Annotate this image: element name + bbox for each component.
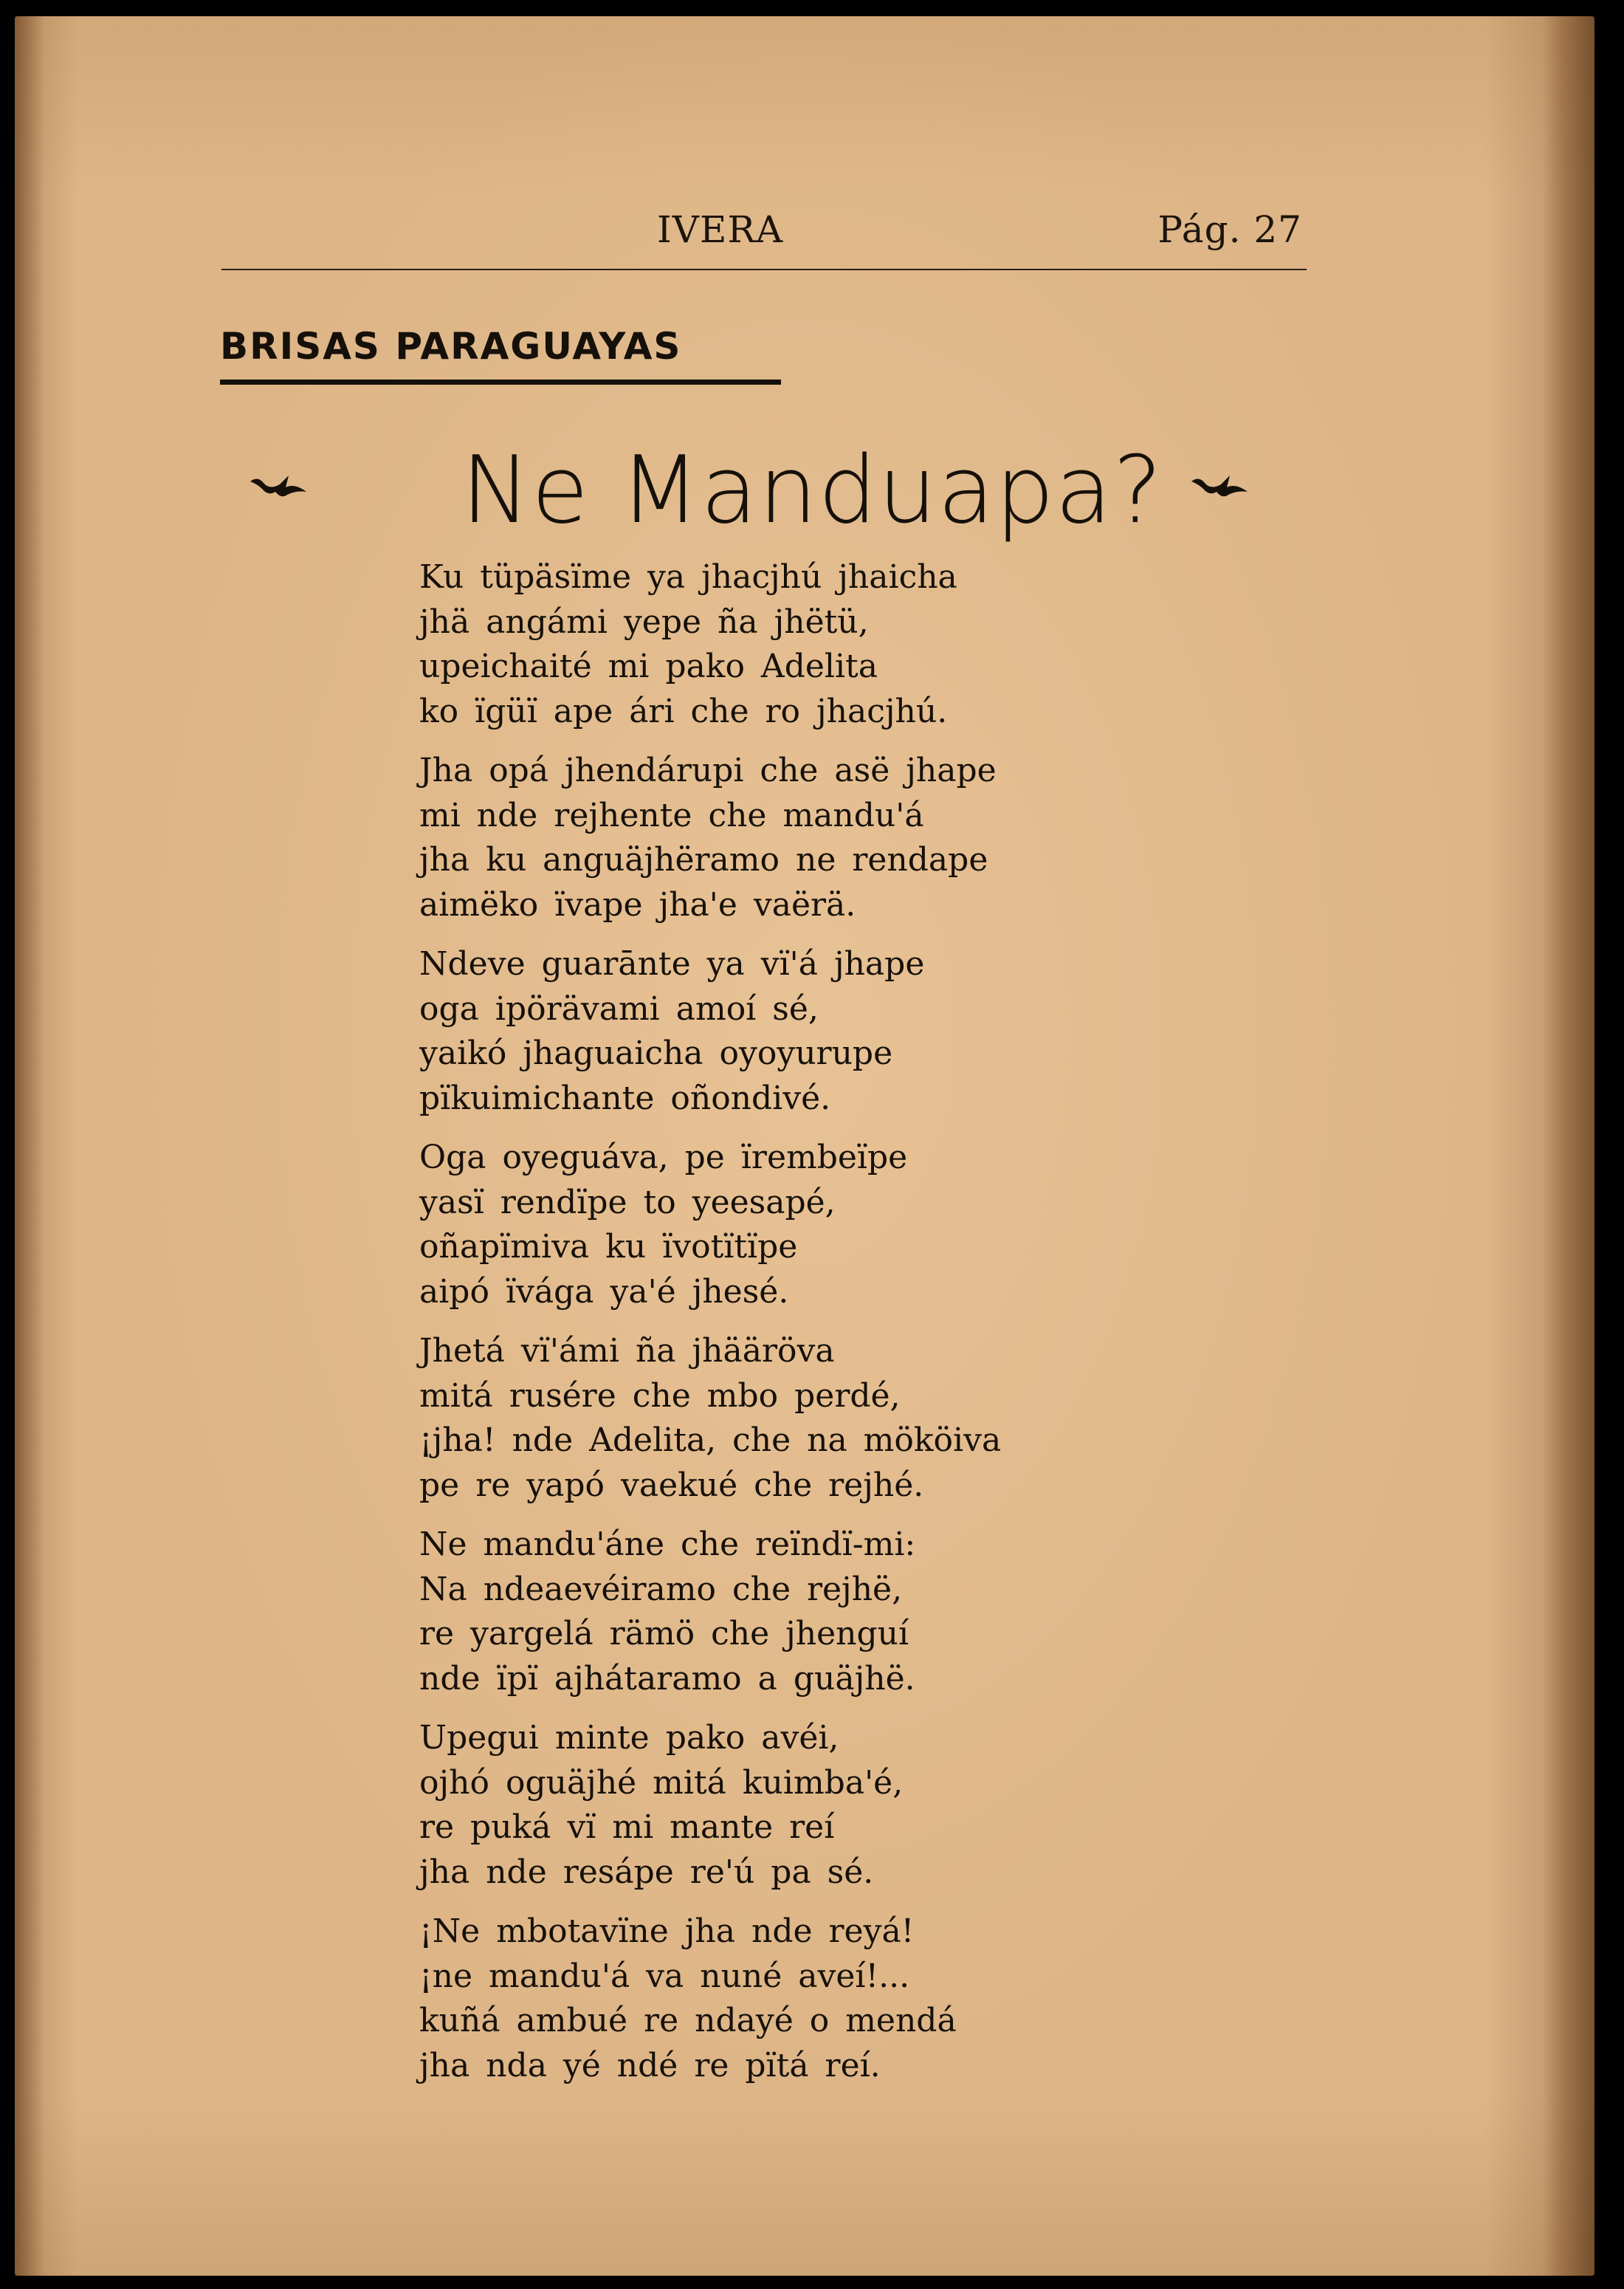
verse-line: ¡Ne mbotavïne jha nde reyá! <box>419 1912 915 1950</box>
stanza <box>419 1136 1305 1314</box>
verse-line: oñapïmiva ku ïvotïtïpe <box>419 1228 798 1266</box>
verse-line: re yargelá rämö che jhenguí <box>419 1615 909 1653</box>
verse-line: re puká vï mi mante reí <box>419 1808 835 1846</box>
verse-line: Upegui minte pako avéi, <box>419 1719 839 1757</box>
verse-line: oga ipörävami amoí sé, <box>419 989 819 1028</box>
swallow-ornament-icon <box>1188 465 1255 509</box>
verse-line: Oga oyeguáva, pe ïrembeïpe <box>419 1139 908 1176</box>
verse-line: aipó ïvága ya'é jhesé. <box>419 1272 789 1311</box>
stanza <box>419 1909 1305 2088</box>
stanza <box>419 1523 1305 1701</box>
verse-line: upeichaité mi pako Adelita <box>419 648 878 685</box>
page-number: Pág. 27 <box>1157 208 1302 251</box>
verse-line: jha nde resápe re'ú pa sé. <box>419 1853 874 1891</box>
verse-line: Jhetá vï'ámi ña jhääröva <box>419 1332 835 1370</box>
header-rule <box>221 269 1307 270</box>
stanza <box>419 1716 1305 1895</box>
verse-line: Ndeve guarānte ya vï'á jhape <box>419 945 925 983</box>
verse-line: ¡jha! nde Adelita, che na mököiva <box>419 1421 1002 1459</box>
verse-line: mitá rusére che mbo perdé, <box>419 1376 901 1415</box>
verse-line: kuñá ambué re ndayé o mendá <box>419 2002 957 2039</box>
verse-line: Jha opá jhendárupi che asë jhape <box>419 752 997 789</box>
verse-line: yasï rendïpe to yeesapé, <box>419 1183 836 1221</box>
stanza <box>419 1329 1305 1508</box>
verse-line: aimëko ïvape jha'e vaërä. <box>419 885 856 924</box>
verse-line: ko ïgüï ape ári che ro jhacjhú. <box>419 692 948 730</box>
stanza <box>419 942 1305 1121</box>
verse-line: jhä angámi yepe ña jhëtü, <box>419 603 869 641</box>
section-underline <box>220 380 781 385</box>
verse-line: Na ndeaevéiramo che rejhë, <box>419 1570 903 1608</box>
poem-body <box>419 555 1305 2103</box>
verse-line: ¡ne mandu'á va nuné aveí!... <box>419 1957 910 1995</box>
verse-line: Ku tüpäsïme ya jhacjhú jhaicha <box>419 558 957 596</box>
publication-name: IVERA <box>657 208 784 251</box>
verse-line: mi nde rejhente che mandu'á <box>419 796 924 834</box>
running-head <box>221 208 1307 260</box>
stanza <box>419 749 1305 927</box>
verse-line: nde ïpï ajhátaramo a guäjhë. <box>419 1659 915 1698</box>
page-spine-shadow <box>15 16 44 2276</box>
section-title: BRISAS PARAGUAYAS <box>220 325 682 368</box>
verse-line: jha ku anguäjhëramo ne rendape <box>419 841 988 879</box>
stanza <box>419 555 1305 734</box>
poem-title: Ne Manduapa? <box>461 436 1163 544</box>
verse-line: pïkuimichante oñondivé. <box>419 1079 831 1117</box>
verse-line: jha nda yé ndé re pïtá reí. <box>419 2046 881 2084</box>
page-edge-shadow <box>1543 16 1594 2276</box>
verse-line: yaikó jhaguaicha oyoyurupe <box>419 1034 893 1072</box>
verse-line: ojhó oguäjhé mitá kuimba'é, <box>419 1763 904 1802</box>
verse-line: pe re yapó vaekué che rejhé. <box>419 1466 924 1504</box>
verse-line: Ne mandu'áne che reïndï-mi: <box>419 1526 916 1563</box>
